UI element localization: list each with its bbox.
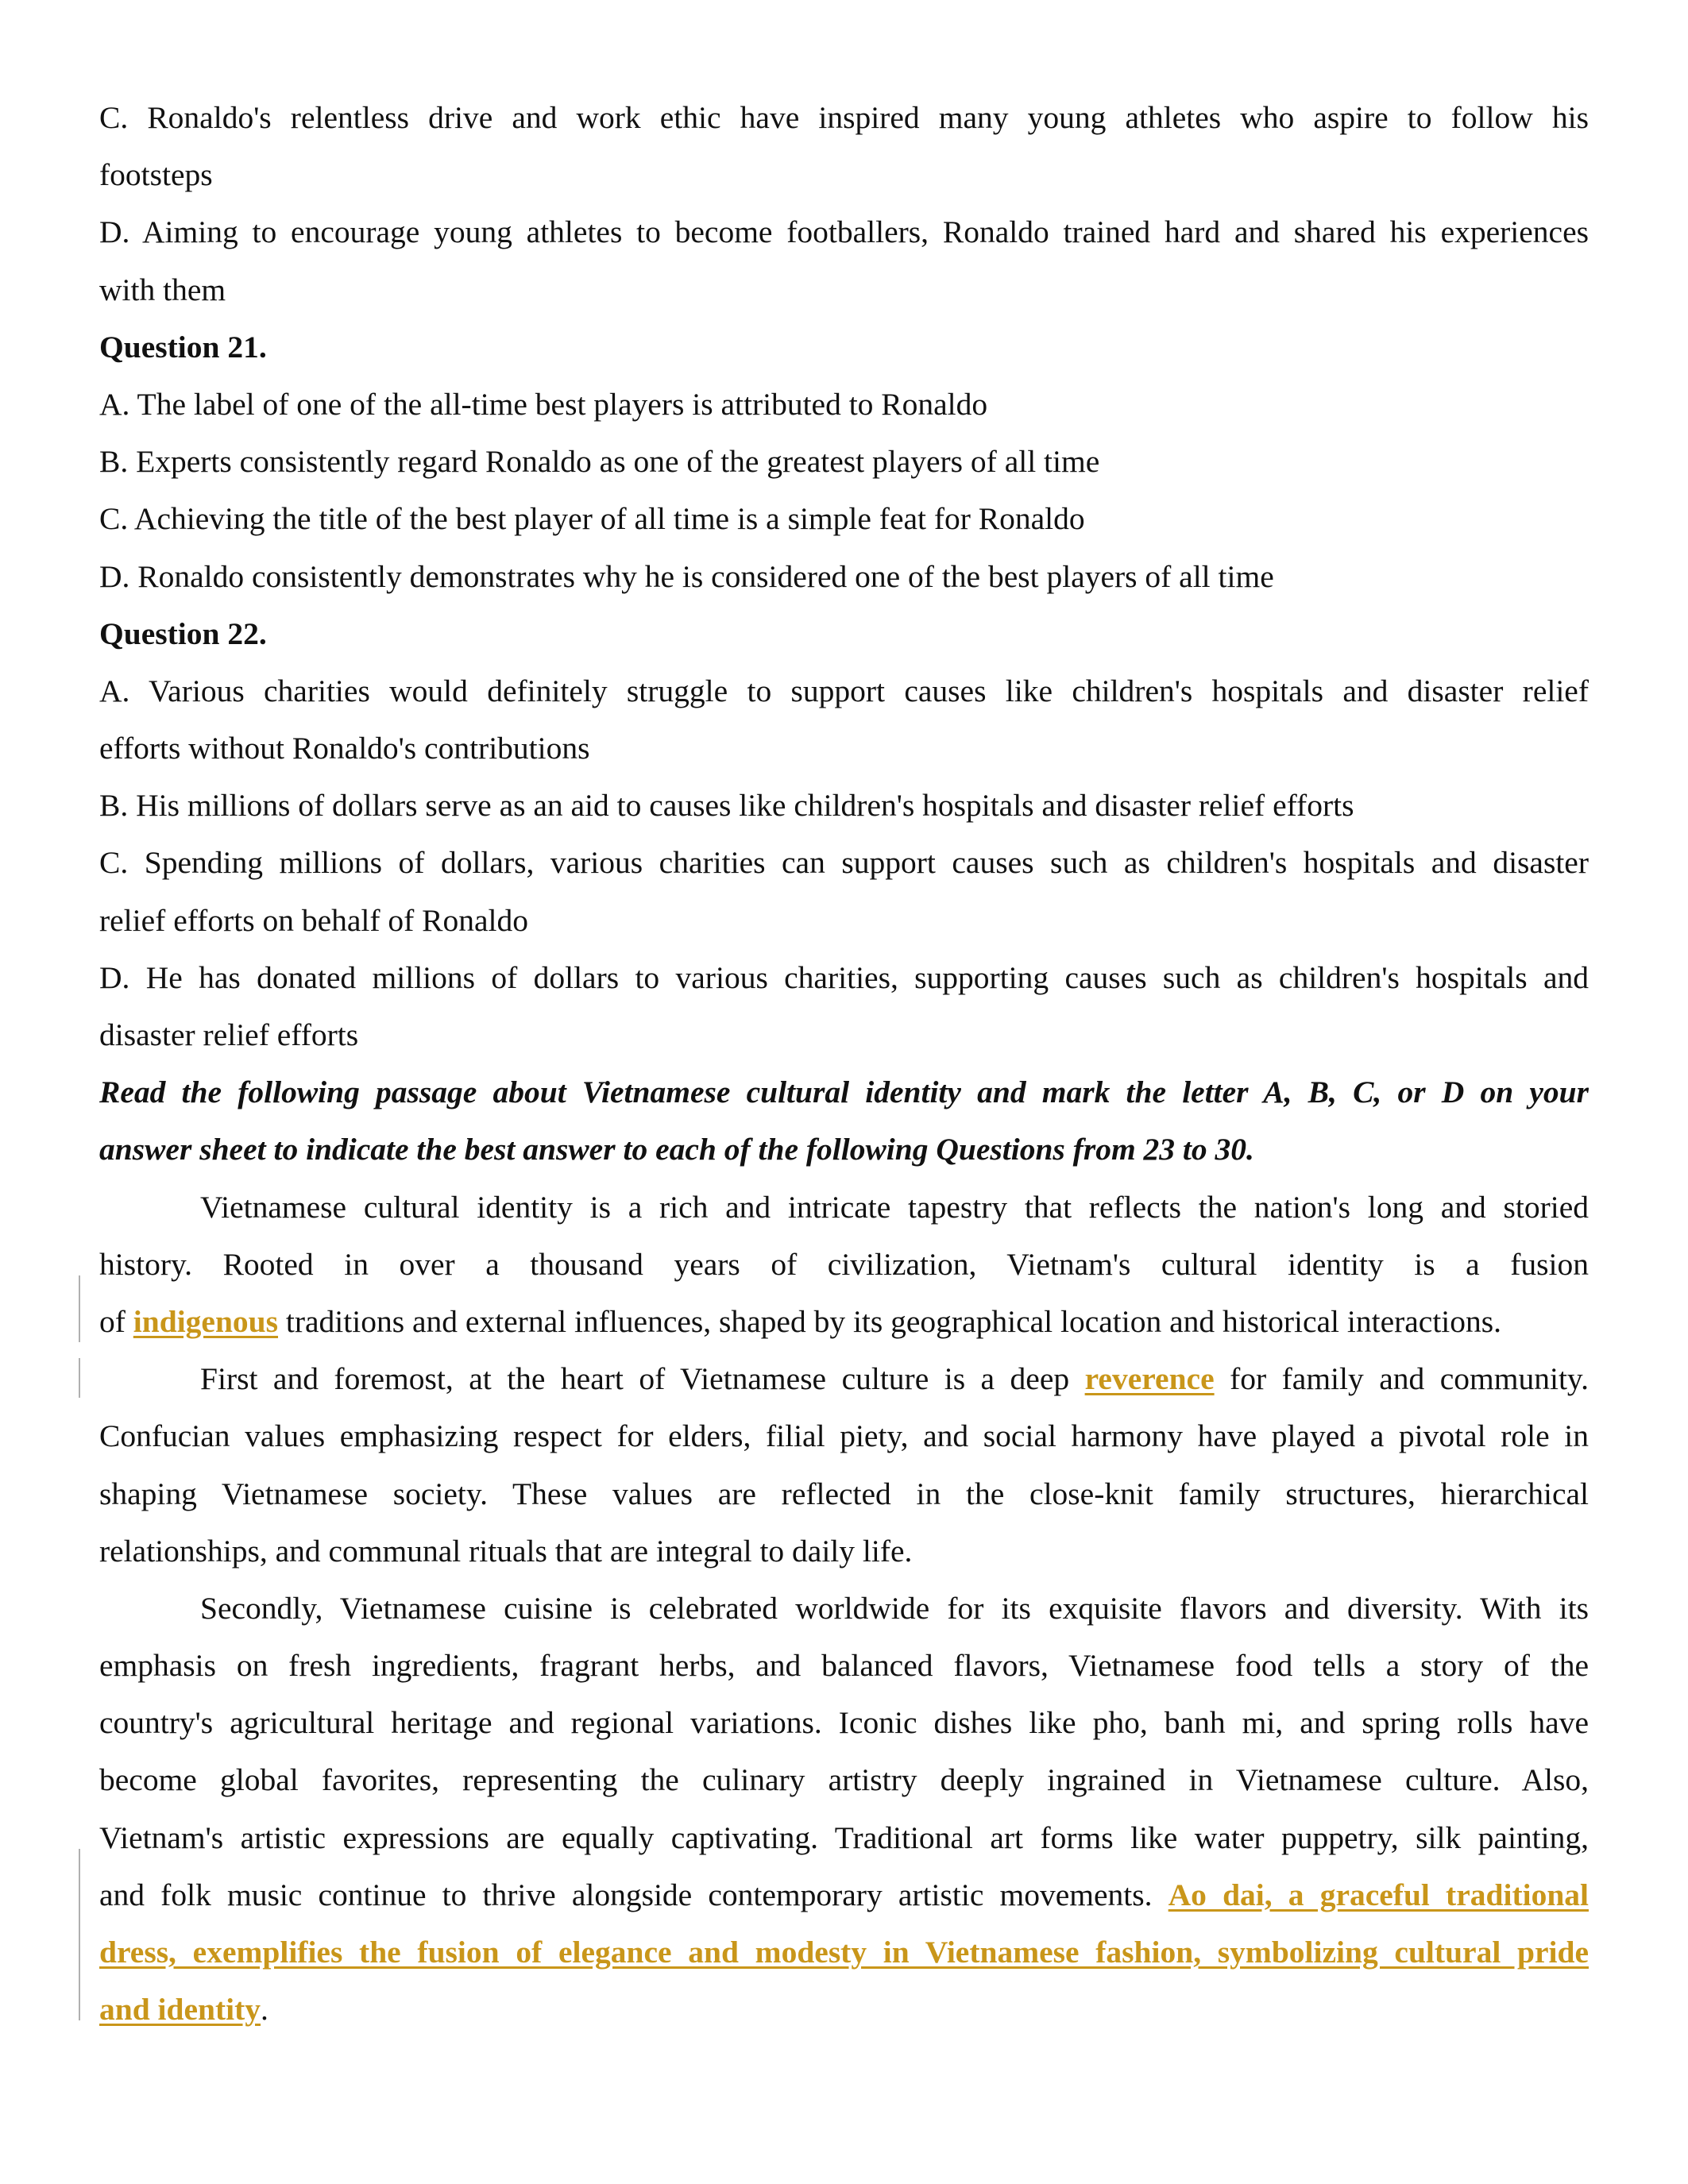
q22-option-b: B. His millions of dollars serve as an aid to causes like children's hospitals and disaster relief efforts [99, 788, 1354, 824]
change-bar [79, 1849, 80, 2020]
q21-option-b: B. Experts consistently regard Ronaldo as one of the greatest players of all time [99, 444, 1100, 480]
passage-p2-line1 [99, 1350, 1589, 1407]
passage-p2-line4: relationships, and communal rituals that are integral to daily life. [99, 1533, 913, 1569]
passage-p3-line8 [99, 1981, 1589, 2038]
text-run: First and foremost, at the heart of Vietnamese culture is a deep [200, 1361, 1085, 1397]
document-body [99, 89, 1589, 2038]
change-bar [79, 1275, 80, 1342]
text-run: and folk music continue to thrive alongside contemporary artistic movements. [99, 1877, 1168, 1912]
change-bar [79, 1358, 80, 1398]
q20-option-d-line2: with them [99, 272, 226, 307]
text-run: . [261, 1992, 268, 2028]
passage-p3-line5: Vietnam's artistic expressions are equally captivating. Traditional art forms like water puppetry, silk painting, [99, 1819, 1589, 1855]
passage-instruction-line1: Read the following passage about Vietnamese cultural identity and mark the letter A, B, C, or D on your [99, 1075, 1589, 1110]
highlighted-phrase-ao-dai-cont: dress, exemplifies the fusion of elegance and modesty in Vietnamese fashion, symbolizing cultural pride [99, 1935, 1589, 1970]
q22-option-c-line1: C. Spending millions of dollars, various charities can support causes such as children's hospitals and disaster [99, 845, 1589, 881]
q21-option-d: D. Ronaldo consistently demonstrates why he is considered one of the best players of all time [99, 558, 1274, 594]
text-run: of [99, 1303, 133, 1339]
highlighted-phrase-ao-dai: Ao dai, a graceful traditional [1168, 1877, 1589, 1912]
passage-p1-line1: Vietnamese cultural identity is a rich and intricate tapestry that reflects the nation's long and storied [200, 1189, 1589, 1225]
passage-p3-line2: emphasis on fresh ingredients, fragrant herbs, and balanced flavors, Vietnamese food tells a story of the [99, 1648, 1589, 1684]
q22-option-c-line2: relief efforts on behalf of Ronaldo [99, 902, 529, 938]
highlighted-word-indigenous: indigenous [133, 1303, 279, 1339]
q22-option-d-line2: disaster relief efforts [99, 1017, 359, 1052]
text-run: traditions and external influences, shaped by its geographical location and historical interactions. [278, 1303, 1502, 1339]
q21-option-a: A. The label of one of the all-time best players is attributed to Ronaldo [99, 386, 988, 422]
q21-option-c: C. Achieving the title of the best player of all time is a simple feat for Ronaldo [99, 501, 1085, 537]
passage-p2-line3: shaping Vietnamese society. These values are reflected in the close-knit family structures, hierarchical [99, 1476, 1589, 1511]
passage-p3-line4: become global favorites, representing the culinary artistry deeply ingrained in Vietnamese culture. Also, [99, 1762, 1589, 1798]
passage-p3-line7 [99, 1924, 1589, 1981]
q22-option-a-line2: efforts without Ronaldo's contributions [99, 731, 590, 766]
passage-p1-line3 [99, 1293, 1589, 1350]
question-22-heading: Question 22. [99, 615, 267, 651]
question-21-heading: Question 21. [99, 329, 267, 365]
q22-option-d-line1: D. He has donated millions of dollars to various charities, supporting causes such as children's hospitals and [99, 959, 1589, 995]
q22-option-a-line1: A. Various charities would definitely struggle to support causes like children's hospitals and disaster relief [99, 673, 1589, 708]
passage-p1-line2: history. Rooted in over a thousand years of civilization, Vietnam's cultural identity is a fusion [99, 1246, 1589, 1282]
q20-option-c-line1: C. Ronaldo's relentless drive and work ethic have inspired many young athletes who aspire to follow his [99, 100, 1589, 135]
q20-option-d-line1: D. Aiming to encourage young athletes to become footballers, Ronaldo trained hard and shared his experiences [99, 214, 1589, 250]
passage-p2-line2: Confucian values emphasizing respect for elders, filial piety, and social harmony have played a pivotal role in [99, 1418, 1589, 1454]
text-run: for family and community. [1214, 1361, 1589, 1397]
highlighted-word-reverence: reverence [1084, 1361, 1215, 1397]
q20-option-c-line2: footsteps [99, 157, 213, 193]
passage-p3-line6 [99, 1866, 1589, 1924]
passage-p3-line1: Secondly, Vietnamese cuisine is celebrated worldwide for its exquisite flavors and diversity. With its [200, 1590, 1589, 1626]
passage-instruction-line2: answer sheet to indicate the best answer to each of the following Questions from 23 to 30. [99, 1132, 1254, 1167]
highlighted-phrase-ao-dai-end: and identity [99, 1992, 261, 2028]
passage-p3-line3: country's agricultural heritage and regional variations. Iconic dishes like pho, banh mi, and spring rolls have [99, 1705, 1589, 1741]
